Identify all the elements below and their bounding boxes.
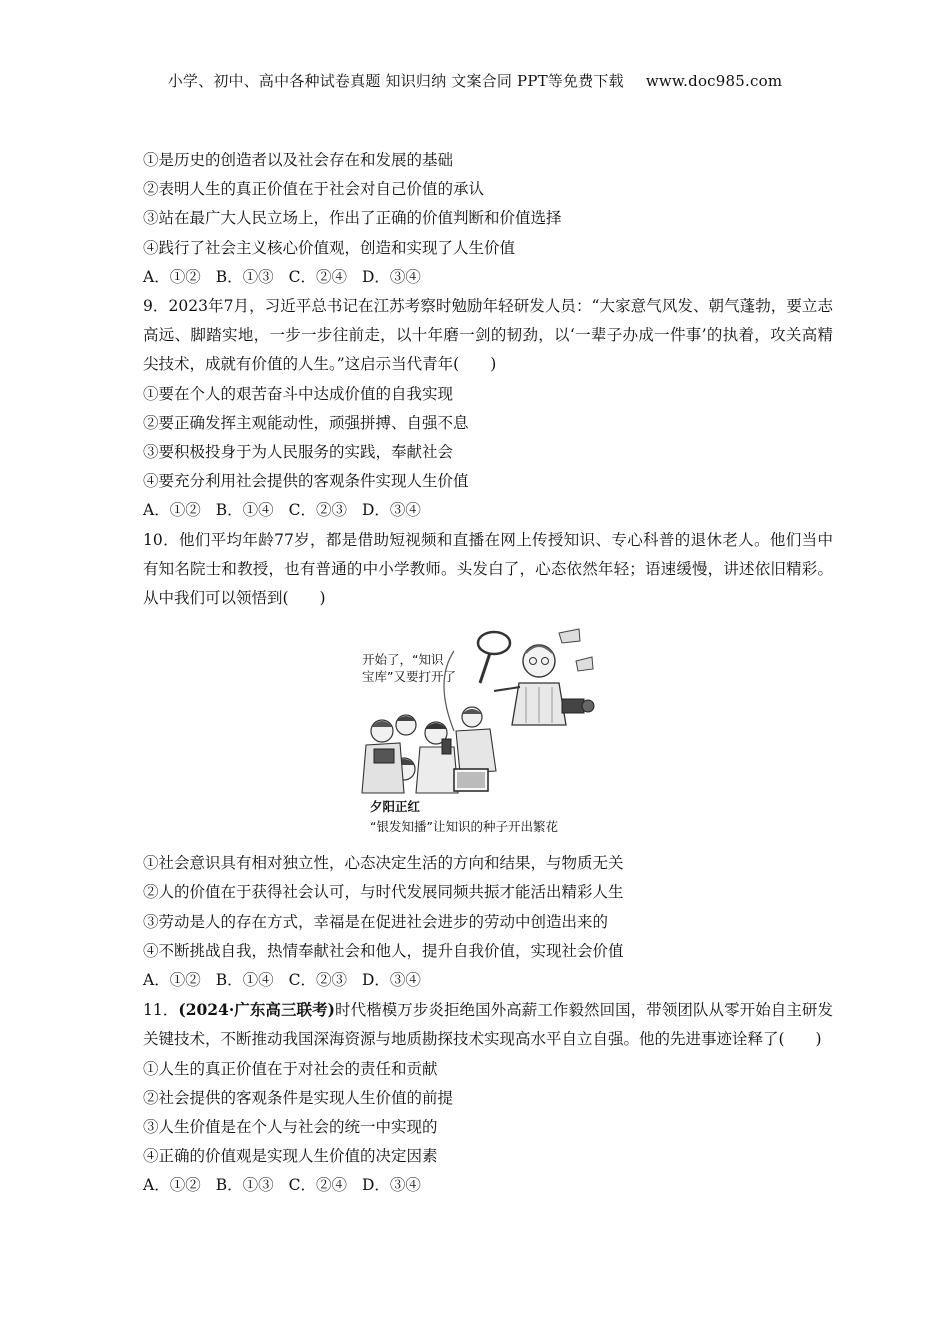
q11-option-b: B．①③ xyxy=(215,1176,274,1195)
q8-option-c: C．②④ xyxy=(288,267,347,286)
page-header xyxy=(0,70,950,91)
q10-item-4: ④不断挑战自我，热情奉献社会和他人，提升自我价值，实现社会价值 xyxy=(143,941,624,960)
bubble-line-2: 宝库”又要打开了 xyxy=(362,669,456,685)
q10-item-1: ①社会意识具有相对独立性，心态决定生活的方向和结果，与物质无关 xyxy=(143,854,624,873)
q10-option-b: B．①④ xyxy=(215,971,274,990)
q9-options xyxy=(143,496,833,525)
q10-option-d: D．③④ xyxy=(361,971,421,990)
q11-stem: 时代楷模万步炎拒绝国外高薪工作毅然回国，带领团队从零开始自主研发关键技术，不断推动我国深海资源与地质勘探技术实现高水平自立自强。他的先进事迹诠释了( ) xyxy=(143,1001,833,1049)
q11-option-c: C．②④ xyxy=(288,1176,347,1195)
q11-item-2: ②社会提供的客观条件是实现人生价值的前提 xyxy=(143,1088,454,1107)
q8-item-2: ②表明人生的真正价值在于社会对自己价值的承认 xyxy=(143,180,485,199)
question-9 xyxy=(143,292,833,526)
header-url[interactable]: www.doc985.com xyxy=(645,72,783,90)
q9-item-2: ②要正确发挥主观能动性，顽强拼搏、自强不息 xyxy=(143,413,469,432)
q8-option-a: A．①② xyxy=(143,267,201,286)
q11-number: 11． xyxy=(143,1001,179,1020)
bubble-line-1: 开始了，“知识 xyxy=(362,652,444,668)
header-text: 小学、初中、高中各种试卷真题 知识归纳 文案合同 PPT等免费下载 xyxy=(167,72,624,90)
q9-stem: 9．2023年7月，习近平总书记在江苏考察时勉励年轻研发人员：“大家意气风发、朝气蓬勃，要立志高远、脚踏实地，一步一步往前走，以十年磨一剑的韧劲，以‘一辈子办成一件事’的执着，攻关高精尖技术，成就有价值的人生。”这启示当代青年( ) xyxy=(143,297,833,374)
cartoon-speech-bubble xyxy=(362,651,456,685)
q10-stem: 10．他们平均年龄77岁，都是借助短视频和直播在网上传授知识、专心科普的退休老人。他们当中有知名院士和教授，也有普通的中小学教师。头发白了，心态依然年轻；语速缓慢，讲述依旧精彩。从中我们可以领悟到( ) xyxy=(143,530,833,608)
q10-option-c: C．②③ xyxy=(288,971,347,990)
q9-option-c: C．②③ xyxy=(288,501,347,520)
q9-item-1: ①要在个人的艰苦奋斗中达成价值的自我实现 xyxy=(143,384,454,403)
cartoon-caption: “银发知播”让知识的种子开出繁花 xyxy=(370,819,558,835)
document-body xyxy=(143,146,833,1201)
q8-option-b: B．①③ xyxy=(215,267,274,286)
q11-source: (2024·广东高三联考) xyxy=(178,1000,335,1020)
q9-option-d: D．③④ xyxy=(361,501,421,520)
q11-stem-block xyxy=(143,995,833,1054)
q11-item-4: ④正确的价值观是实现人生价值的决定因素 xyxy=(143,1147,438,1166)
q8-option-d: D．③④ xyxy=(361,267,421,286)
q11-options xyxy=(143,1171,833,1200)
question-8-tail xyxy=(143,146,833,292)
question-11 xyxy=(143,995,833,1200)
q11-option-d: D．③④ xyxy=(361,1176,421,1195)
q9-option-a: A．①② xyxy=(143,501,201,520)
cartoon-figure xyxy=(344,621,604,843)
q9-option-b: B．①④ xyxy=(215,501,274,520)
q10-options xyxy=(143,966,833,995)
q8-item-1: ①是历史的创造者以及社会存在和发展的基础 xyxy=(143,151,454,169)
q10-item-3: ③劳动是人的存在方式，幸福是在促进社会进步的劳动中创造出来的 xyxy=(143,912,609,931)
q11-item-3: ③人生价值是在个人与社会的统一中实现的 xyxy=(143,1118,438,1137)
question-10 xyxy=(143,526,833,996)
q9-item-3: ③要积极投身于为人民服务的实践，奉献社会 xyxy=(143,443,454,462)
q10-option-a: A．①② xyxy=(143,971,201,990)
q10-item-2: ②人的价值在于获得社会认可，与时代发展同频共振才能活出精彩人生 xyxy=(143,883,624,902)
q8-item-4: ④践行了社会主义核心价值观，创造和实现了人生价值 xyxy=(143,238,516,257)
q8-item-3: ③站在最广大人民立场上，作出了正确的价值判断和价值选择 xyxy=(143,209,562,228)
cartoon-title: 夕阳正红 xyxy=(370,799,421,815)
q11-option-a: A．①② xyxy=(143,1176,201,1195)
q11-item-1: ①人生的真正价值在于对社会的责任和贡献 xyxy=(143,1059,438,1078)
q9-item-4: ④要充分利用社会提供的客观条件实现人生价值 xyxy=(143,472,469,491)
q8-options xyxy=(143,263,833,292)
